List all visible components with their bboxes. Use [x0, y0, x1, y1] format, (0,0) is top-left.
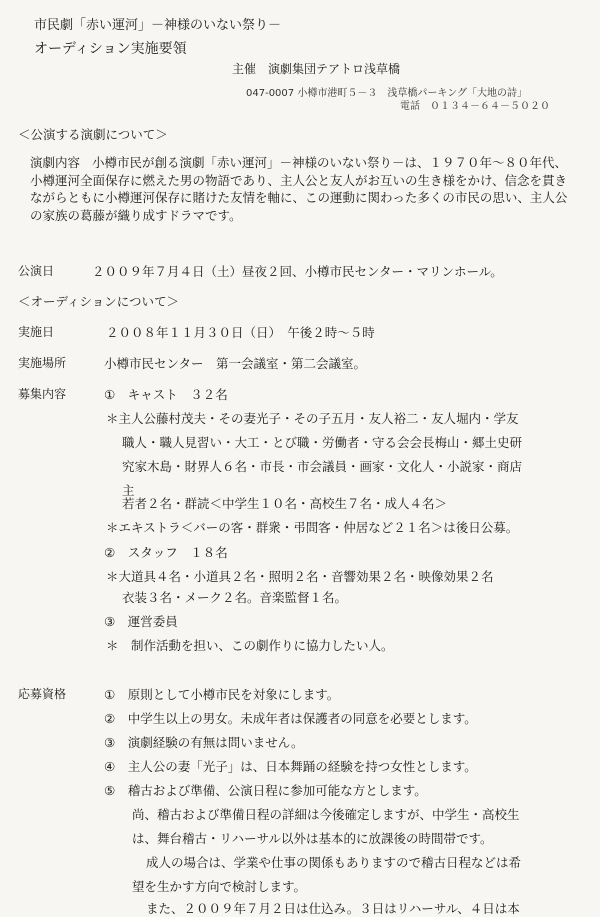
- qualification-line: は、舞台稽古・リハーサル以外は基本的に放課後の時間帯です。: [132, 831, 493, 846]
- recruit-line: ＊エキストラ＜バーの客・群衆・弔問客・仲居など２１名＞は後日公募。: [106, 520, 519, 535]
- play-content-paragraph: [30, 154, 575, 224]
- recruit-line: 衣装３名・メーク２名。音楽監督１名。: [122, 590, 348, 605]
- document-subtitle: オーディション実施要領: [34, 41, 187, 57]
- recruit-line: ＊大道具４名・小道具２名・照明２名・音響効果２名・映像効果２名: [106, 569, 494, 584]
- recruit-label: 募集内容: [18, 387, 67, 401]
- qualification-line: ② 中学生以上の男女。未成年者は保護者の同意を必要とします。: [104, 711, 477, 726]
- section-heading-audition: ＜オーディションについて＞: [18, 294, 180, 309]
- impl-date-label: 実施日: [18, 325, 55, 339]
- phone-number: 電話 ０１３４－６４－５０２０: [400, 101, 550, 112]
- impl-date-text: ２００８年１１月３０日（日） 午後２時～５時: [106, 325, 375, 340]
- place-label: 実施場所: [18, 356, 67, 370]
- recruit-line: ① キャスト ３２名: [104, 387, 228, 402]
- recruit-line: ＊主人公藤村茂夫・その妻光子・その子五月・友人裕二・友人堀内・学友: [106, 411, 519, 426]
- document-title: 市民劇「赤い運河」－神様のいない祭り－: [34, 18, 282, 33]
- recruit-line: ② スタッフ １８名: [104, 545, 228, 560]
- qualification-line: また、２００９年７月２日は仕込み。３日はリハーサル、４日は本: [146, 901, 520, 916]
- qualification-line: 望を生かす方向で検討します。: [132, 879, 307, 894]
- play-content-label: 演劇内容: [30, 155, 81, 170]
- qualification-line: 成人の場合は、学業や仕事の関係もありますので稽古日程などは希: [146, 855, 522, 870]
- address: 047-0007 小樽市港町５－３ 浅草橋パーキング「大地の詩」: [246, 88, 528, 99]
- qualification-line: ③ 演劇経験の有無は問いません。: [104, 735, 304, 750]
- recruit-line: 主: [122, 483, 135, 498]
- play-date-text: ２００９年７月４日（土）昼夜２回、小樽市民センター・マリンホール。: [92, 264, 503, 279]
- qualification-line: 尚、稽古および準備日程の詳細は今後確定しますが、中学生・高校生: [132, 807, 520, 822]
- recruit-line: ③ 運営委員: [104, 614, 178, 629]
- qualification-line: ① 原則として小樽市民を対象にします。: [104, 687, 340, 702]
- place-text: 小樽市民センター 第一会議室・第二会議室。: [104, 356, 367, 371]
- organizer: 主催 演劇集団テアトロ浅草橋: [232, 62, 401, 76]
- recruit-line: 職人・職人見習い・大工・とび職・労働者・守る会会長梅山・郷土史研: [122, 435, 523, 450]
- qualification-line: ④ 主人公の妻「光子」は、日本舞踊の経験を持つ女性とします。: [104, 759, 477, 774]
- recruit-line: ＊ 制作活動を担い、この劇作りに協力したい人。: [106, 638, 394, 653]
- qualification-label: 応募資格: [18, 687, 67, 701]
- qualification-line: ⑤ 稽古および準備、公演日程に参加可能な方とします。: [104, 783, 427, 798]
- recruit-line: 究家木島・財界人６名・市長・市会議員・画家・文化人・小説家・商店: [122, 459, 523, 474]
- play-content-text: 小樽市民が創る演劇「赤い運河」－神様のいない祭り－は、１９７０年～８０年代、小樽運河全面保存に燃えた男の物語であり、主人公と友人がお互いの生き様をかけ、信念を貫きながらともに小樽運河保存に賭けた友情を軸に、この運動に関わった多くの市民の思い、主人公の家族の葛藤が織り成すドラマです。: [30, 155, 568, 223]
- play-date-label: 公演日: [18, 264, 55, 278]
- section-heading-play: ＜公演する演劇について＞: [18, 127, 168, 142]
- recruit-line: 若者２名・群読＜中学生１０名・高校生７名・成人４名＞: [122, 496, 448, 511]
